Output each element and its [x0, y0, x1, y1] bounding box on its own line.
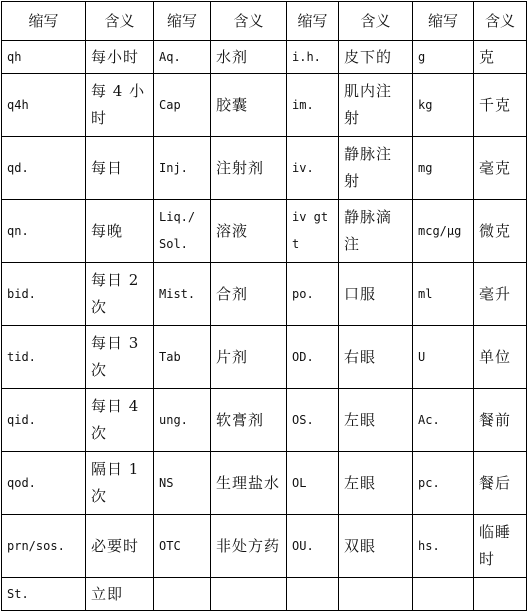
meaning-cell: 每 4 小时 [86, 74, 154, 137]
abbr-cell: ung. [154, 389, 211, 452]
header-meaning-2: 含义 [211, 2, 287, 41]
meaning-cell: 必要时 [86, 515, 154, 578]
abbr-cell: OTC [154, 515, 211, 578]
meaning-cell: 肌内注射 [339, 74, 413, 137]
meaning-cell: 微克 [474, 200, 527, 263]
abbr-cell: Inj. [154, 137, 211, 200]
meaning-cell: 非处方药 [211, 515, 287, 578]
abbr-cell: bid. [2, 263, 86, 326]
meaning-cell: 克 [474, 41, 527, 74]
abbr-cell: qd. [2, 137, 86, 200]
table-row [2, 263, 527, 326]
abbr-cell: U [413, 326, 474, 389]
meaning-cell [211, 578, 287, 611]
abbr-cell: q4h [2, 74, 86, 137]
meaning-cell: 静脉滴注 [339, 200, 413, 263]
abbr-cell: hs. [413, 515, 474, 578]
meaning-cell: 隔日 1 次 [86, 452, 154, 515]
table-row [2, 74, 527, 137]
table-row [2, 452, 527, 515]
abbr-cell: g [413, 41, 474, 74]
abbr-cell: St. [2, 578, 86, 611]
meaning-cell: 左眼 [339, 452, 413, 515]
meaning-cell: 餐前 [474, 389, 527, 452]
meaning-cell: 水剂 [211, 41, 287, 74]
abbr-cell: Ac. [413, 389, 474, 452]
abbr-cell: po. [287, 263, 339, 326]
abbr-cell: mg [413, 137, 474, 200]
abbr-cell: qn. [2, 200, 86, 263]
abbr-cell: tid. [2, 326, 86, 389]
header-abbr-4: 缩写 [413, 2, 474, 41]
meaning-cell: 生理盐水 [211, 452, 287, 515]
abbr-cell: qid. [2, 389, 86, 452]
abbr-cell: Mist. [154, 263, 211, 326]
abbr-cell: OL [287, 452, 339, 515]
abbr-cell: OU. [287, 515, 339, 578]
abbr-cell: OD. [287, 326, 339, 389]
meaning-cell: 左眼 [339, 389, 413, 452]
meaning-cell: 口服 [339, 263, 413, 326]
table-row [2, 200, 527, 263]
meaning-cell: 每晚 [86, 200, 154, 263]
table-row [2, 326, 527, 389]
meaning-cell: 每日 3 次 [86, 326, 154, 389]
header-meaning-3: 含义 [339, 2, 413, 41]
meaning-cell: 毫升 [474, 263, 527, 326]
abbr-cell: iv gtt [287, 200, 339, 263]
meaning-cell: 毫克 [474, 137, 527, 200]
table-row [2, 389, 527, 452]
abbr-cell: iv. [287, 137, 339, 200]
meaning-cell: 立即 [86, 578, 154, 611]
header-abbr-1: 缩写 [2, 2, 86, 41]
table-row [2, 578, 527, 611]
abbr-cell: Liq./ Sol. [154, 200, 211, 263]
meaning-cell: 合剂 [211, 263, 287, 326]
abbr-cell: im. [287, 74, 339, 137]
abbr-cell [413, 578, 474, 611]
meaning-cell: 每日 2 次 [86, 263, 154, 326]
abbr-cell: ml [413, 263, 474, 326]
meaning-cell [339, 578, 413, 611]
table-row [2, 41, 527, 74]
header-abbr-2: 缩写 [154, 2, 211, 41]
abbr-cell: qh [2, 41, 86, 74]
header-meaning-4: 含义 [474, 2, 527, 41]
meaning-cell: 片剂 [211, 326, 287, 389]
header-meaning-1: 含义 [86, 2, 154, 41]
abbr-cell: OS. [287, 389, 339, 452]
abbr-cell: prn/sos. [2, 515, 86, 578]
meaning-cell: 软膏剂 [211, 389, 287, 452]
meaning-cell: 临睡时 [474, 515, 527, 578]
header-row [2, 2, 527, 41]
abbr-cell: Tab [154, 326, 211, 389]
meaning-cell: 皮下的 [339, 41, 413, 74]
meaning-cell: 右眼 [339, 326, 413, 389]
table-row [2, 515, 527, 578]
abbr-cell: kg [413, 74, 474, 137]
meaning-cell: 溶液 [211, 200, 287, 263]
meaning-cell: 千克 [474, 74, 527, 137]
abbr-cell [154, 578, 211, 611]
meaning-cell: 静脉注射 [339, 137, 413, 200]
meaning-cell: 胶囊 [211, 74, 287, 137]
meaning-cell: 双眼 [339, 515, 413, 578]
abbr-cell: Cap [154, 74, 211, 137]
abbr-cell [287, 578, 339, 611]
abbr-cell: i.h. [287, 41, 339, 74]
table-row [2, 137, 527, 200]
abbr-cell: NS [154, 452, 211, 515]
abbr-cell: qod. [2, 452, 86, 515]
meaning-cell: 每日 [86, 137, 154, 200]
meaning-cell: 餐后 [474, 452, 527, 515]
header-abbr-3: 缩写 [287, 2, 339, 41]
abbr-cell: pc. [413, 452, 474, 515]
meaning-cell: 注射剂 [211, 137, 287, 200]
meaning-cell: 单位 [474, 326, 527, 389]
meaning-cell: 每日 4 次 [86, 389, 154, 452]
abbreviation-table [1, 1, 527, 611]
meaning-cell: 每小时 [86, 41, 154, 74]
abbr-cell: Aq. [154, 41, 211, 74]
meaning-cell [474, 578, 527, 611]
abbr-cell: mcg/μg [413, 200, 474, 263]
